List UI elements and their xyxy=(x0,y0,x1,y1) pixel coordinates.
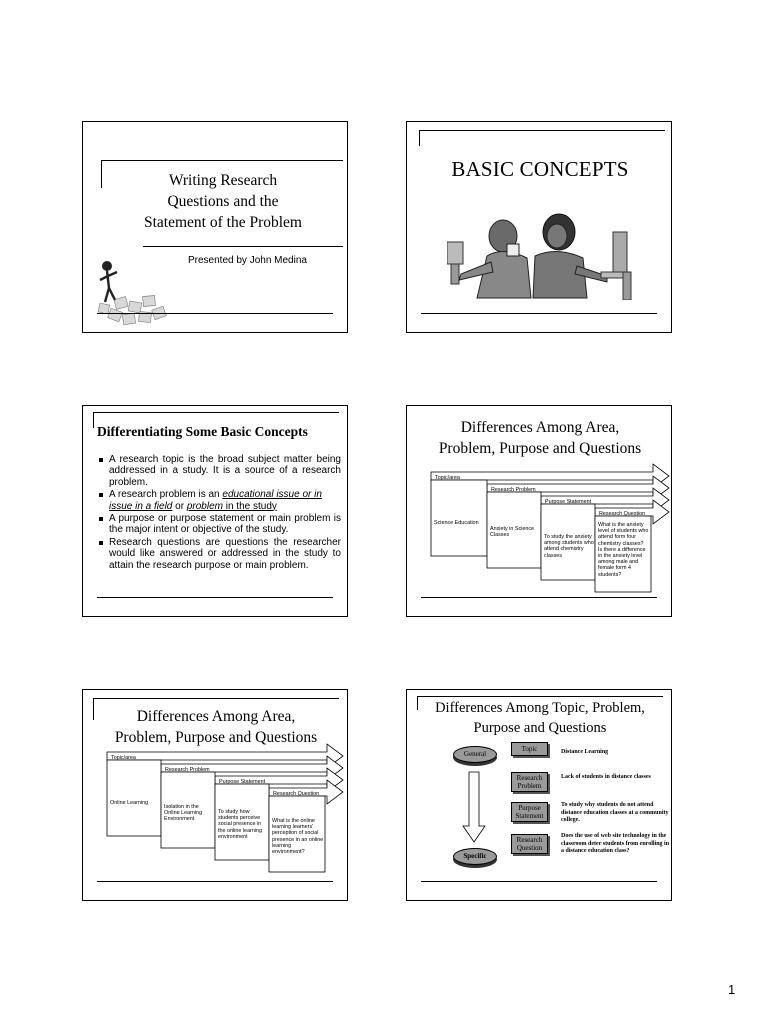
purpose-text: To study the anxiety among students who attend chemistry classes xyxy=(544,534,594,559)
problem-text: Isolation in the Online Learning Environment xyxy=(164,804,203,823)
slide-title-text: Differences Among Area, Problem, Purpose and Questions xyxy=(114,708,318,746)
purpose-text: To study how students perceive social presence in the online learning environment xyxy=(218,809,263,840)
bullet-text: A research problem is an xyxy=(109,489,223,501)
label-purpose-statement: Purpose Statement xyxy=(219,779,266,785)
bottom-rule xyxy=(421,881,657,882)
label-research-problem: Research Problem xyxy=(491,487,536,493)
slide-title xyxy=(82,121,348,333)
label-research-question: Research Question xyxy=(599,511,646,517)
purpose-text: To study why students do not attend distance education classes at a community college. xyxy=(561,802,669,823)
label-topic-area: Topic/area xyxy=(111,755,136,761)
specific-oval: Specific xyxy=(453,848,497,865)
presenter-text: Presented by John Medina xyxy=(188,255,307,266)
bottom-rule xyxy=(421,597,657,598)
general-oval: General xyxy=(453,746,497,763)
label-research-question: Research Question xyxy=(273,791,320,797)
problem-box: Research Problem xyxy=(511,772,548,792)
general-to-specific-arrow xyxy=(407,690,672,901)
problem-text: Lack of students in distance classes xyxy=(561,774,651,780)
label-topic-area: Topic/area xyxy=(435,475,460,481)
slide-basic-concepts xyxy=(406,121,672,333)
purpose-box: Purpose Statement xyxy=(511,802,548,822)
bullet-item: Research questions are questions the researcher would like answered or addressed in the study to attain the research purpose or main problem. xyxy=(97,537,341,571)
corner-line xyxy=(101,160,102,188)
slide-differences-topic xyxy=(406,689,672,901)
slide-title-text: Writing Research Questions and the Statement of the Problem xyxy=(144,172,302,231)
slide-title-text: BASIC CONCEPTS xyxy=(451,157,629,181)
top-rule xyxy=(419,130,665,131)
slide-differences-area-online xyxy=(82,689,348,901)
bullet-item: A purpose or purpose statement or main problem is the major intent or objective of the study. xyxy=(97,513,341,536)
bullet-item xyxy=(97,489,341,512)
bullet-text: in the study xyxy=(222,500,277,512)
bottom-rule xyxy=(421,313,657,314)
question-text: What is the online learning learners' perception of social presence in an online learning environment? xyxy=(272,818,324,856)
bottom-rule xyxy=(97,597,333,598)
bullet-text: or xyxy=(172,500,187,512)
bullet-item: A research topic is the broad subject matter being addressed in a study. It is a source of a research problem. xyxy=(97,454,341,488)
puzzle-person-illustration xyxy=(95,258,175,326)
question-box: Research Question xyxy=(511,834,548,854)
slide-differences-area-science xyxy=(406,405,672,617)
corner-line xyxy=(93,412,94,428)
bullet-emphasis: problem xyxy=(186,500,223,512)
top-rule xyxy=(101,160,343,161)
bottom-rule xyxy=(97,881,333,882)
bullet-emphasis: educational issue or in issue in a field xyxy=(109,489,322,512)
area-text: Online Learning xyxy=(110,800,149,806)
area-text: Science Education xyxy=(434,520,479,526)
problem-text: Anxiety in Science Classes xyxy=(490,526,535,539)
label-research-problem: Research Problem xyxy=(165,767,210,773)
topic-box: Topic xyxy=(511,742,548,756)
two-people-computers-illustration xyxy=(447,206,647,300)
page-number: 1 xyxy=(728,982,736,997)
slide-title-text: Differentiating Some Basic Concepts xyxy=(97,424,308,439)
slide-title-text: Differences Among Area, Problem, Purpose and Questions xyxy=(438,419,642,457)
topic-text: Distance Learning xyxy=(561,749,609,755)
corner-line xyxy=(419,130,420,146)
label-purpose-statement: Purpose Statement xyxy=(545,499,592,505)
slide-title-text: Differences Among Topic, Problem, Purpose and Questions xyxy=(435,700,645,736)
top-rule xyxy=(93,412,339,413)
title-underline xyxy=(143,246,343,247)
bottom-rule xyxy=(97,313,333,314)
bullet-list xyxy=(97,454,341,572)
question-text: What is the anxiety level of students who attend form four chemistry classes? Is there a difference in the anxiety level among male and female form 4 students? xyxy=(598,522,649,578)
slide-differentiating-concepts xyxy=(82,405,348,617)
question-text: Does the use of web site technology in the classroom deter students from enrolling in a distance education class? xyxy=(561,833,670,854)
